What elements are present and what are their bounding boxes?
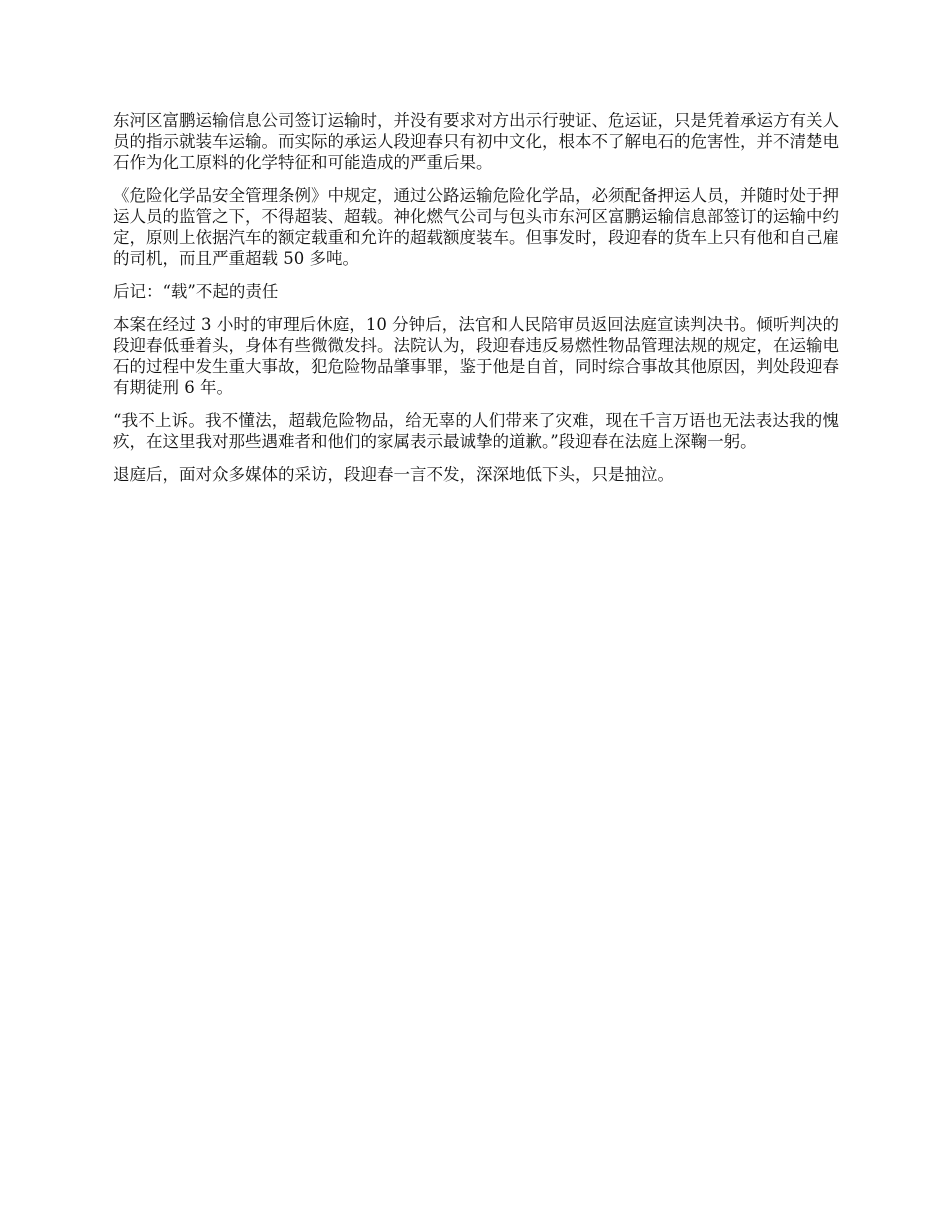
paragraph: 本案在经过 3 小时的审理后休庭，10 分钟后，法官和人民陪审员返回法庭宣读判决书。倾听判决的段迎春低垂着头，身体有些微微发抖。法院认为，段迎春违反易燃性物品管理法规的规定，在运输电石的过程中发生重大事故，犯危险物品肇事罪，鉴于他是自首，同时综合事故其他原因，判处段迎春有期徒刑 6 年。 <box>113 315 839 397</box>
paragraph: “我不上诉。我不懂法，超载危险物品，给无辜的人们带来了灾难，现在千言万语也无法表达我的愧疚，在这里我对那些遇难者和他们的家属表示最诚挚的道歉。”段迎春在法庭上深鞠一躬。 <box>113 411 839 451</box>
paragraph: 退庭后，面对众多媒体的采访，段迎春一言不发，深深地低下头，只是抽泣。 <box>113 465 674 484</box>
paragraph: 《危险化学品安全管理条例》中规定，通过公路运输危险化学品，必须配备押运人员，并随时处于押运人员的监管之下，不得超装、超载。神化燃气公司与包头市东河区富鹏运输信息部签订的运输中约定，原则上依据汽车的额定载重和允许的超载额度装车。但事发时，段迎春的货车上只有他和自己雇的司机，而且严重超载 50 多吨。 <box>113 186 839 268</box>
paragraph: 东河区富鹏运输信息公司签订运输时，并没有要求对方出示行驶证、危运证，只是凭着承运方有关人员的指示就装车运输。而实际的承运人段迎春只有初中文化，根本不了解电石的危害性，并不清楚电石作为化工原料的化学特征和可能造成的严重后果。 <box>113 111 839 172</box>
document-body <box>113 110 839 497</box>
section-heading: 后记：“载”不起的责任 <box>113 282 279 301</box>
